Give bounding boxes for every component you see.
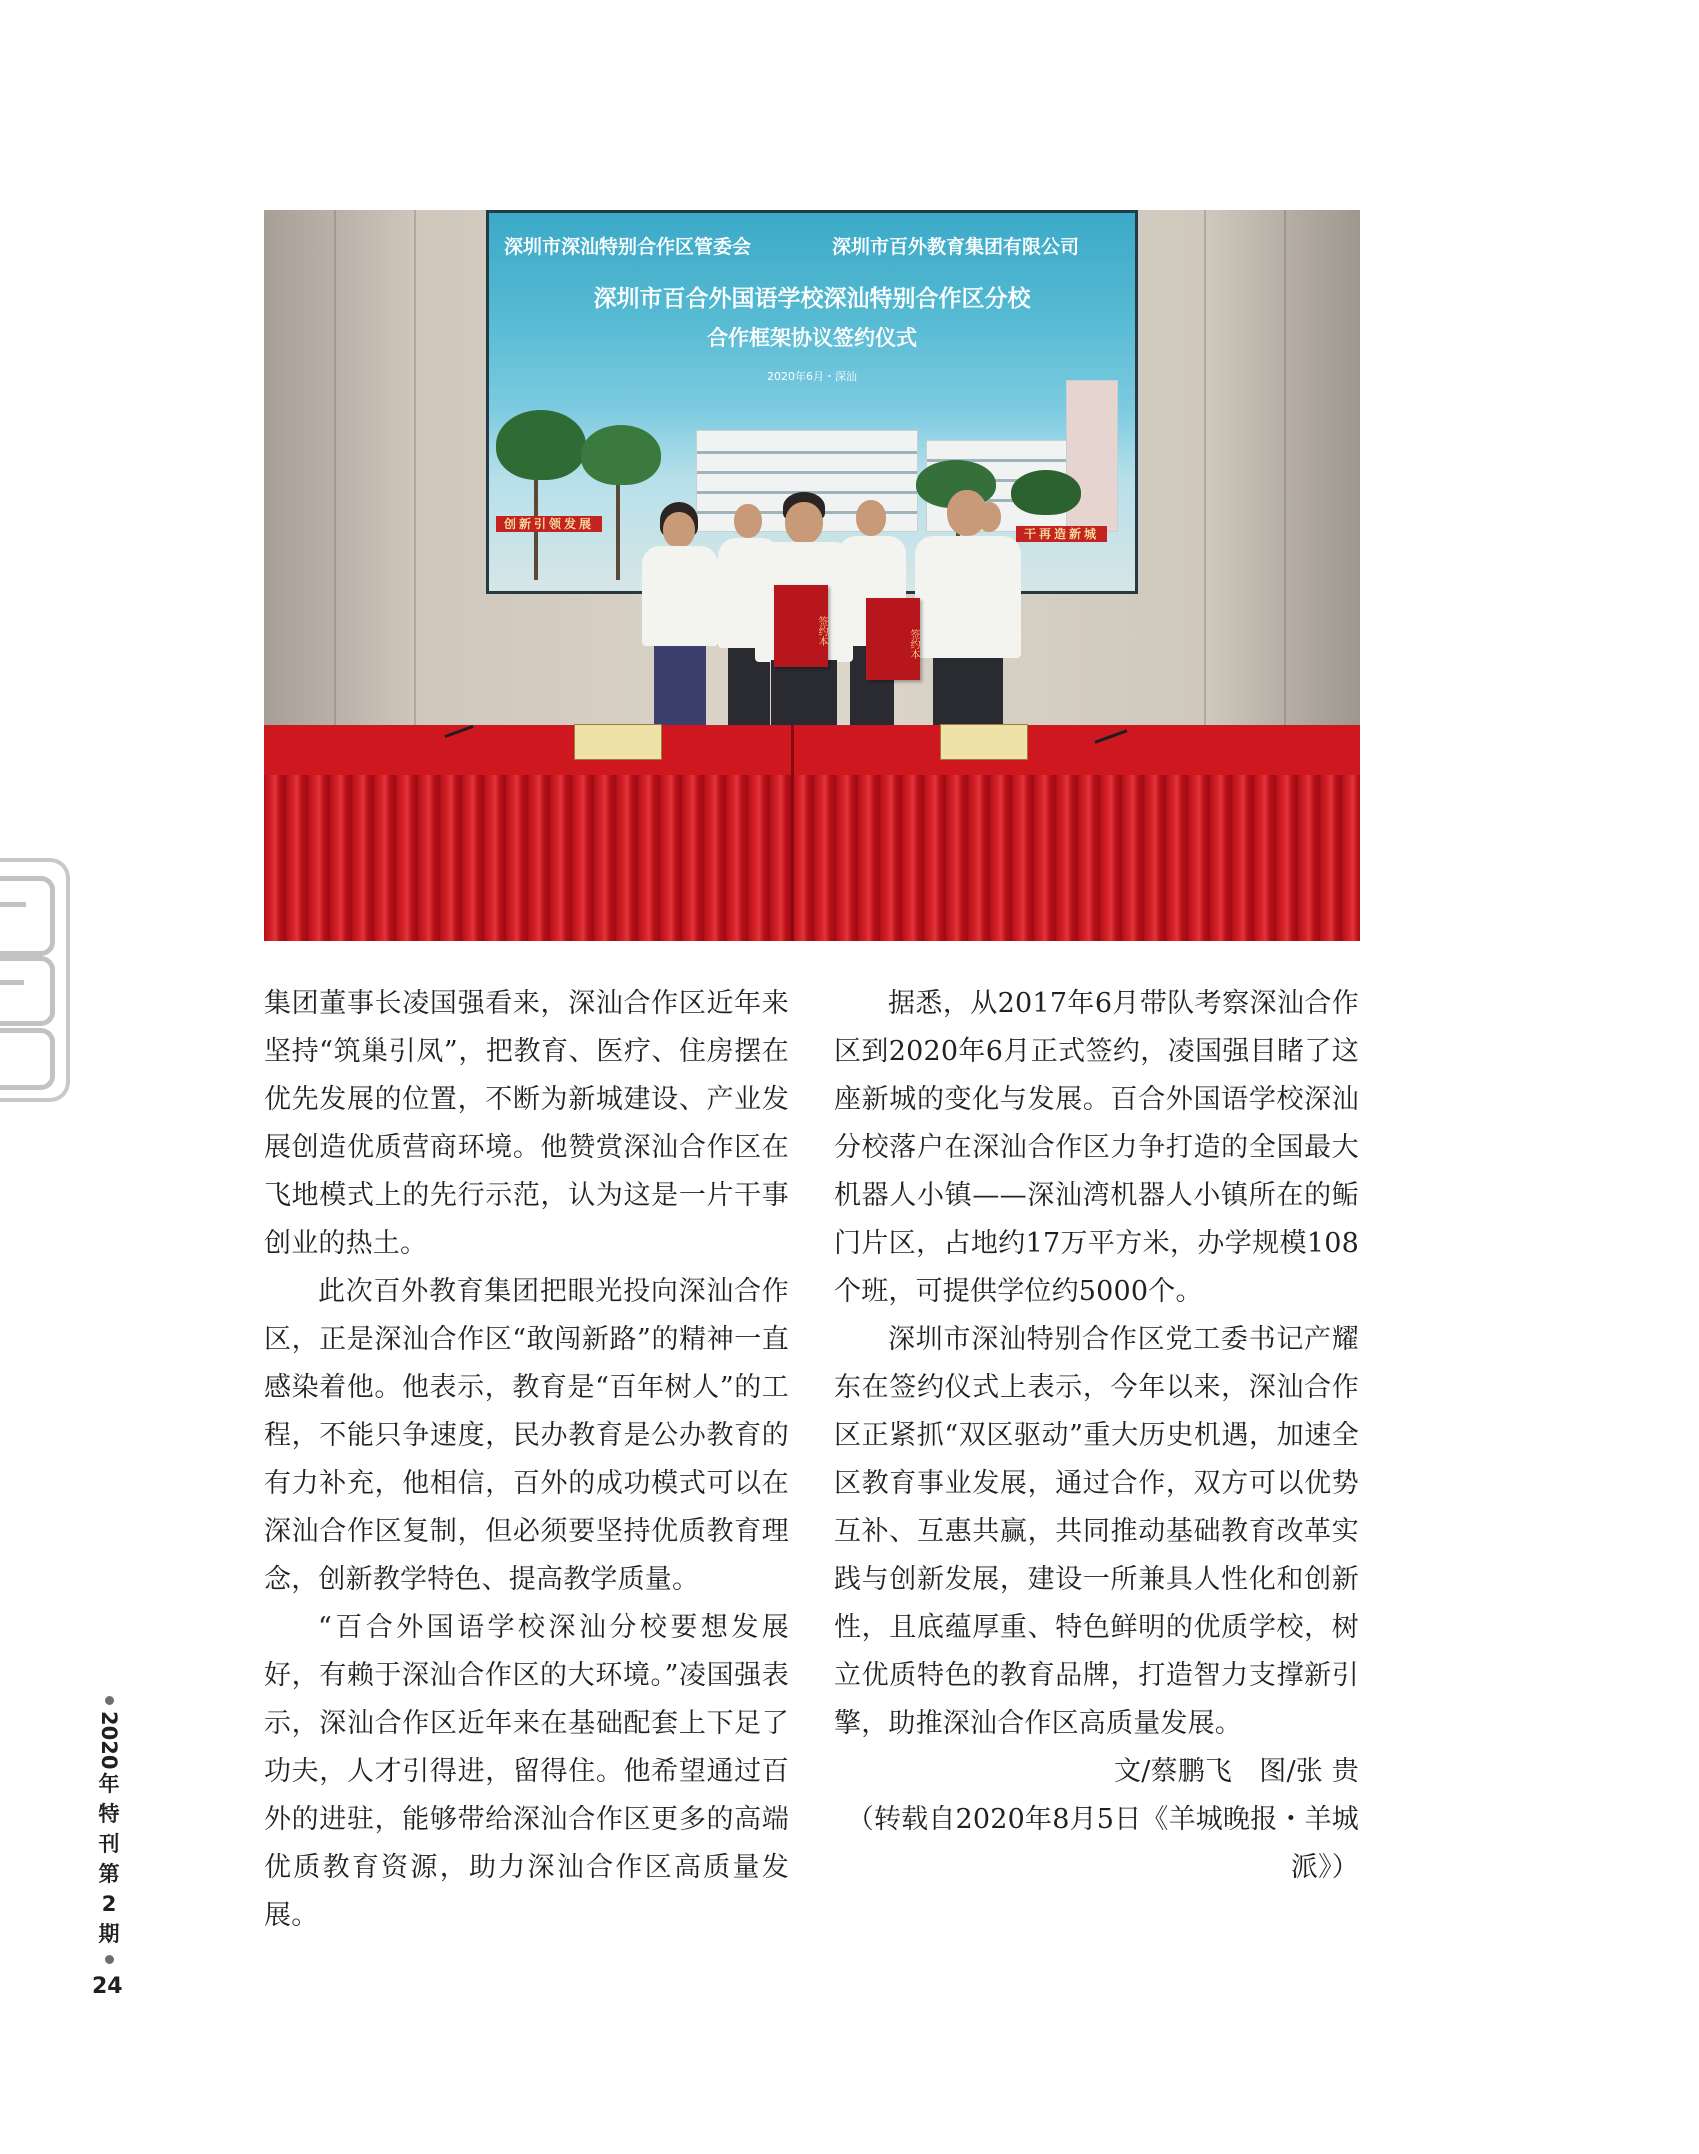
- screen-org-left: 深圳市深汕特别合作区管委会: [504, 236, 752, 258]
- seal-stroke: [0, 902, 26, 907]
- issue-char: 年: [98, 1772, 120, 1797]
- trousers: [771, 660, 837, 732]
- head: [663, 512, 695, 548]
- issue-char: 刊: [98, 1832, 120, 1857]
- blue-skirt: [654, 646, 706, 726]
- wall-panel-line: [414, 210, 416, 730]
- building-window-row: [697, 471, 917, 474]
- author-credit: 文/蔡鹏飞 图/张 贵: [1114, 1756, 1359, 1787]
- screen-org-right: 深圳市百外教育集团有限公司: [832, 236, 1080, 258]
- head: [856, 500, 886, 536]
- paragraph: “百合外国语学校深汕分校要想发展好，有赖于深汕合作区的大环境。”凌国强表示，深汕合作区近年来在基础配套上下足了功夫，人才引得进，留得住。他希望通过百外的进驻，能够带给深汕合作区更多的高端优质教育资源，助力深汕合作区高质量发展。: [264, 1612, 789, 1931]
- bullet-dot: [105, 1955, 114, 1964]
- table-seam: [791, 725, 794, 941]
- issue-char: 第: [98, 1862, 120, 1887]
- issue-char: 期: [98, 1922, 120, 1947]
- seal-glyph: [0, 876, 55, 956]
- wall-panel-line: [1284, 210, 1286, 730]
- issue-label-vertical: [94, 1690, 124, 1970]
- screen-title-line2: 合作框架协议签约仪式: [707, 326, 917, 350]
- article-column-left: [264, 980, 789, 1940]
- paragraph: 集团董事长凌国强看来，深汕合作区近年来坚持“筑巢引凤”，把教育、医疗、住房摆在优先发展的位置，不断为新城建设、产业发展创造优质营商环境。他赞赏深汕合作区在飞地模式上的先行示范，认为这是一片干事创业的热土。: [264, 988, 789, 1259]
- paragraph: 据悉，从2017年6月带队考察深汕合作区到2020年6月正式签约，凌国强目睹了这座新城的变化与发展。百合外国语学校深汕分校落户在深汕合作区力争打造的全国最大机器人小镇——深汕湾机器人小镇所在的鲘门片区，占地约17万平方米，办学规模108个班，可提供学位约5000个。: [834, 988, 1359, 1307]
- issue-number: 2: [101, 1892, 117, 1917]
- person-back-row: [959, 502, 1019, 622]
- seal-stroke: [0, 980, 24, 985]
- red-tablecloth: [264, 775, 1360, 941]
- seal-glyph: [0, 956, 55, 1026]
- signing-folder-right: 签约本: [866, 598, 920, 680]
- wall-panel-line: [334, 210, 336, 730]
- nameplate-left: [574, 724, 662, 760]
- paragraph: 深圳市深汕特别合作区党工委书记产耀东在签约仪式上表示，今年以来，深汕合作区正紧抓“双区驱动”重大历史机遇，加速全区教育事业发展，通过合作，双方可以优势互补、互惠共赢，共同推动基础教育改革实践与创新发展，建设一所兼具人性化和创新性，且底蕴厚重、特色鲜明的优质学校，树立优质特色的教育品牌，打造智力支撑新引擎，助推深汕合作区高质量发展。: [834, 1324, 1359, 1739]
- building-window-row: [697, 451, 917, 454]
- seal-glyph: [0, 1028, 55, 1090]
- issue-year: 2020: [97, 1711, 121, 1770]
- issue-char: 特: [98, 1802, 120, 1827]
- person-woman-left: [636, 502, 726, 732]
- wall-panel-line: [1204, 210, 1206, 730]
- tree: [581, 425, 661, 485]
- signing-folder-left: 签约本: [774, 585, 828, 667]
- trousers: [933, 658, 1003, 730]
- white-jacket: [642, 546, 718, 646]
- page-number: 24: [92, 1974, 123, 1999]
- source-note: （转载自2020年8月5日《羊城晚报・羊城派》）: [846, 1804, 1359, 1883]
- signing-ceremony-photo: [264, 210, 1360, 941]
- head: [785, 502, 823, 544]
- tree: [496, 410, 586, 480]
- head: [977, 502, 1001, 532]
- nameplate-right: [940, 724, 1028, 760]
- red-banner-right: 干再造新城: [1016, 526, 1107, 542]
- article-column-right: [834, 980, 1359, 1892]
- bullet-dot: [105, 1696, 114, 1705]
- screen-date-place: 2020年6月・深汕: [767, 370, 857, 383]
- red-banner-left: 创新引领发展: [496, 516, 602, 532]
- screen-title-line1: 深圳市百合外国语学校深汕特别合作区分校: [593, 286, 1031, 312]
- calligraphy-seal-logo: [0, 858, 70, 1102]
- tower-building: [1066, 380, 1118, 532]
- paragraph: 此次百外教育集团把眼光投向深汕合作区，正是深汕合作区“敢闯新路”的精神一直感染着他。他表示，教育是“百年树人”的工程，不能只争速度，民办教育是公办教育的有力补充，他相信，百外的成功模式可以在深汕合作区复制，但必须要坚持优质教育理念，创新教学特色、提高教学质量。: [264, 1276, 789, 1595]
